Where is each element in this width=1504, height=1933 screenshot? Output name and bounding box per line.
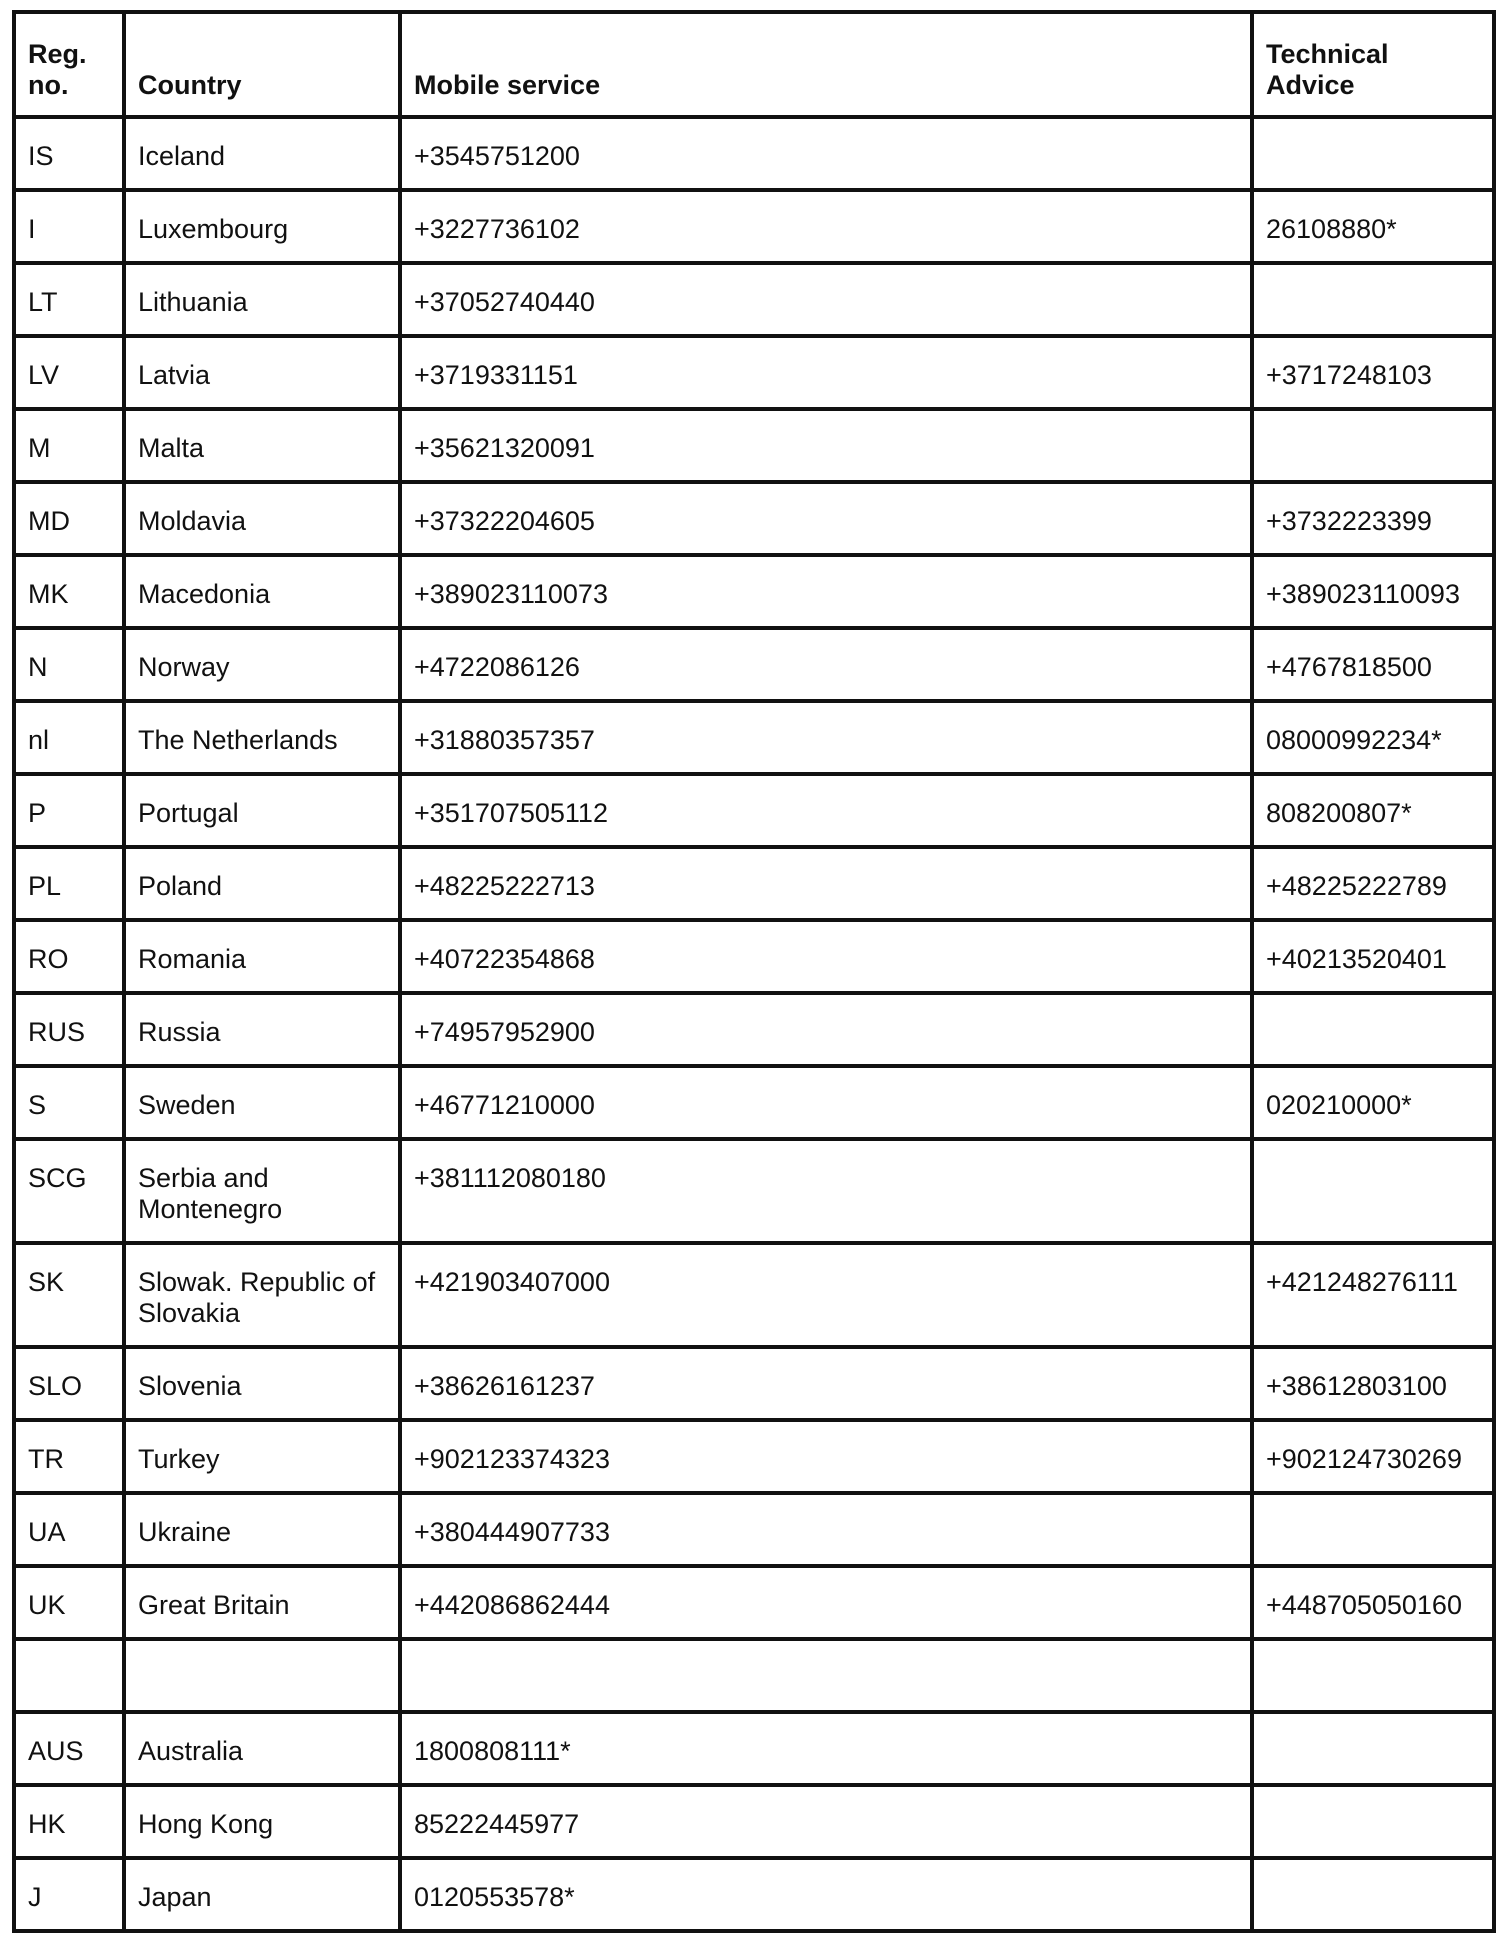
reg-no-cell: SCG bbox=[14, 1139, 124, 1243]
mobile-service-cell: +351707505112 bbox=[400, 774, 1252, 847]
mobile-service-cell: +35621320091 bbox=[400, 409, 1252, 482]
country-cell: Lithuania bbox=[124, 263, 400, 336]
table-row bbox=[14, 701, 1494, 774]
reg-no-cell: J bbox=[14, 1858, 124, 1931]
reg-no-cell: RO bbox=[14, 920, 124, 993]
header-row bbox=[14, 12, 1494, 117]
mobile-service-cell: +31880357357 bbox=[400, 701, 1252, 774]
technical-advice-cell bbox=[1252, 1858, 1494, 1931]
country-cell: Australia bbox=[124, 1712, 400, 1785]
technical-advice-cell bbox=[1252, 409, 1494, 482]
country-cell: Romania bbox=[124, 920, 400, 993]
technical-advice-cell bbox=[1252, 993, 1494, 1066]
table-row bbox=[14, 1139, 1494, 1243]
mobile-service-cell: +4722086126 bbox=[400, 628, 1252, 701]
table-row bbox=[14, 847, 1494, 920]
country-cell: Iceland bbox=[124, 117, 400, 190]
mobile-service-cell: +37322204605 bbox=[400, 482, 1252, 555]
reg-no-cell: S bbox=[14, 1066, 124, 1139]
table-row bbox=[14, 117, 1494, 190]
country-cell: Russia bbox=[124, 993, 400, 1066]
mobile-service-cell: 85222445977 bbox=[400, 1785, 1252, 1858]
header-country: Country bbox=[124, 12, 400, 117]
table-row-empty bbox=[14, 1639, 1494, 1712]
country-cell: Sweden bbox=[124, 1066, 400, 1139]
country-cell: Macedonia bbox=[124, 555, 400, 628]
mobile-service-cell: 1800808111* bbox=[400, 1712, 1252, 1785]
reg-no-cell: PL bbox=[14, 847, 124, 920]
table-row bbox=[14, 190, 1494, 263]
table-row bbox=[14, 920, 1494, 993]
table-row bbox=[14, 628, 1494, 701]
reg-no-cell: UA bbox=[14, 1493, 124, 1566]
technical-advice-cell bbox=[1252, 263, 1494, 336]
table-row bbox=[14, 993, 1494, 1066]
table-row bbox=[14, 409, 1494, 482]
country-cell: Serbia and Montenegro bbox=[124, 1139, 400, 1243]
technical-advice-cell: +3732223399 bbox=[1252, 482, 1494, 555]
mobile-service-cell: +48225222713 bbox=[400, 847, 1252, 920]
technical-advice-cell: +448705050160 bbox=[1252, 1566, 1494, 1639]
reg-no-cell: LV bbox=[14, 336, 124, 409]
technical-advice-cell: 08000992234* bbox=[1252, 701, 1494, 774]
table-row bbox=[14, 774, 1494, 847]
country-cell: Latvia bbox=[124, 336, 400, 409]
header-mobile-service: Mobile service bbox=[400, 12, 1252, 117]
technical-advice-cell bbox=[1252, 117, 1494, 190]
country-cell: Moldavia bbox=[124, 482, 400, 555]
mobile-service-cell: +442086862444 bbox=[400, 1566, 1252, 1639]
technical-advice-cell: 808200807* bbox=[1252, 774, 1494, 847]
table-row bbox=[14, 336, 1494, 409]
country-cell: Luxembourg bbox=[124, 190, 400, 263]
country-cell: Ukraine bbox=[124, 1493, 400, 1566]
reg-no-cell bbox=[14, 1639, 124, 1712]
table-row bbox=[14, 1347, 1494, 1420]
table-row bbox=[14, 1066, 1494, 1139]
reg-no-cell: TR bbox=[14, 1420, 124, 1493]
reg-no-cell: I bbox=[14, 190, 124, 263]
technical-advice-cell: +3717248103 bbox=[1252, 336, 1494, 409]
service-contacts-table bbox=[12, 10, 1496, 1933]
technical-advice-cell: 020210000* bbox=[1252, 1066, 1494, 1139]
country-cell: Slovenia bbox=[124, 1347, 400, 1420]
technical-advice-cell: +38612803100 bbox=[1252, 1347, 1494, 1420]
table-row bbox=[14, 1243, 1494, 1347]
mobile-service-cell: +380444907733 bbox=[400, 1493, 1252, 1566]
reg-no-cell: IS bbox=[14, 117, 124, 190]
country-cell: Norway bbox=[124, 628, 400, 701]
table-row bbox=[14, 555, 1494, 628]
reg-no-cell: MK bbox=[14, 555, 124, 628]
technical-advice-cell bbox=[1252, 1785, 1494, 1858]
reg-no-cell: RUS bbox=[14, 993, 124, 1066]
mobile-service-cell: +40722354868 bbox=[400, 920, 1252, 993]
table-row bbox=[14, 263, 1494, 336]
country-cell: Japan bbox=[124, 1858, 400, 1931]
mobile-service-cell: +3545751200 bbox=[400, 117, 1252, 190]
table-row bbox=[14, 1712, 1494, 1785]
technical-advice-cell: +902124730269 bbox=[1252, 1420, 1494, 1493]
technical-advice-cell bbox=[1252, 1493, 1494, 1566]
reg-no-cell: N bbox=[14, 628, 124, 701]
mobile-service-cell: +381112080180 bbox=[400, 1139, 1252, 1243]
technical-advice-cell bbox=[1252, 1712, 1494, 1785]
mobile-service-cell: +38626161237 bbox=[400, 1347, 1252, 1420]
technical-advice-cell: 26108880* bbox=[1252, 190, 1494, 263]
country-cell: Poland bbox=[124, 847, 400, 920]
country-cell: Slowak. Republic of Slovakia bbox=[124, 1243, 400, 1347]
table-row bbox=[14, 482, 1494, 555]
country-cell: Hong Kong bbox=[124, 1785, 400, 1858]
mobile-service-cell: +3719331151 bbox=[400, 336, 1252, 409]
technical-advice-cell: +48225222789 bbox=[1252, 847, 1494, 920]
mobile-service-cell: +902123374323 bbox=[400, 1420, 1252, 1493]
country-cell: Portugal bbox=[124, 774, 400, 847]
technical-advice-cell: +421248276111 bbox=[1252, 1243, 1494, 1347]
mobile-service-cell: +37052740440 bbox=[400, 263, 1252, 336]
table-row bbox=[14, 1858, 1494, 1931]
header-technical-advice: Technical Advice bbox=[1252, 12, 1494, 117]
technical-advice-cell bbox=[1252, 1139, 1494, 1243]
country-cell: Malta bbox=[124, 409, 400, 482]
reg-no-cell: UK bbox=[14, 1566, 124, 1639]
country-cell: Great Britain bbox=[124, 1566, 400, 1639]
table-row bbox=[14, 1493, 1494, 1566]
reg-no-cell: SK bbox=[14, 1243, 124, 1347]
table-row bbox=[14, 1566, 1494, 1639]
reg-no-cell: MD bbox=[14, 482, 124, 555]
technical-advice-cell bbox=[1252, 1639, 1494, 1712]
reg-no-cell: P bbox=[14, 774, 124, 847]
table-row bbox=[14, 1785, 1494, 1858]
technical-advice-cell: +389023110093 bbox=[1252, 555, 1494, 628]
country-cell bbox=[124, 1639, 400, 1712]
table-row bbox=[14, 1420, 1494, 1493]
mobile-service-cell: +421903407000 bbox=[400, 1243, 1252, 1347]
mobile-service-cell: +46771210000 bbox=[400, 1066, 1252, 1139]
mobile-service-cell: +3227736102 bbox=[400, 190, 1252, 263]
technical-advice-cell: +4767818500 bbox=[1252, 628, 1494, 701]
reg-no-cell: nl bbox=[14, 701, 124, 774]
technical-advice-cell: +40213520401 bbox=[1252, 920, 1494, 993]
mobile-service-cell: +389023110073 bbox=[400, 555, 1252, 628]
reg-no-cell: LT bbox=[14, 263, 124, 336]
mobile-service-cell: 0120553578* bbox=[400, 1858, 1252, 1931]
reg-no-cell: HK bbox=[14, 1785, 124, 1858]
header-reg-no: Reg. no. bbox=[14, 12, 124, 117]
reg-no-cell: AUS bbox=[14, 1712, 124, 1785]
country-cell: The Netherlands bbox=[124, 701, 400, 774]
mobile-service-cell: +74957952900 bbox=[400, 993, 1252, 1066]
reg-no-cell: SLO bbox=[14, 1347, 124, 1420]
reg-no-cell: M bbox=[14, 409, 124, 482]
mobile-service-cell bbox=[400, 1639, 1252, 1712]
country-cell: Turkey bbox=[124, 1420, 400, 1493]
